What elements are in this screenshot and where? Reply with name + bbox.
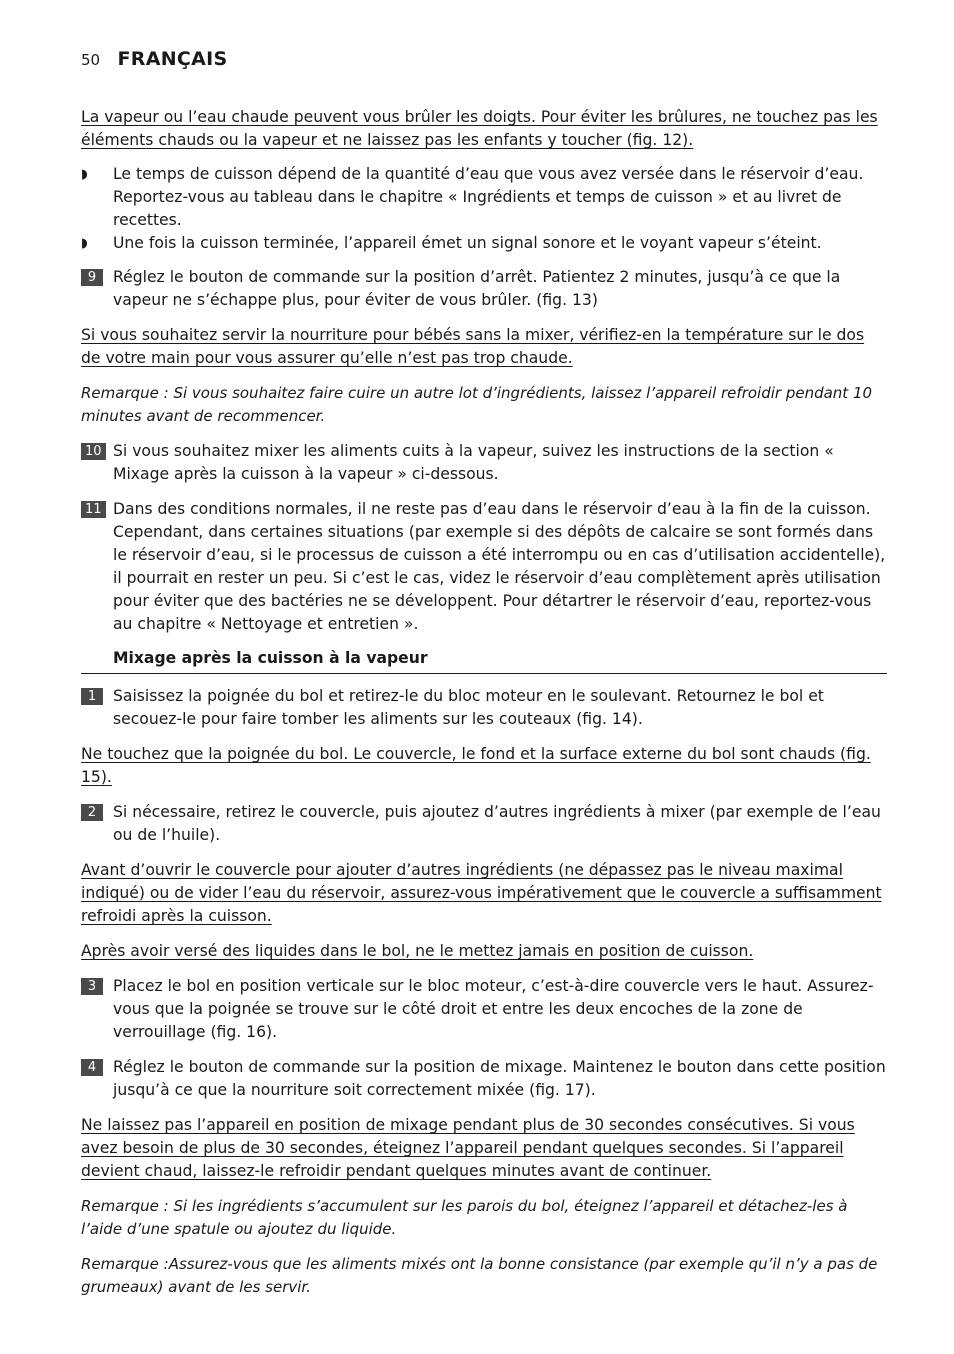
note-refroidir: Remarque : Si vous souhaitez faire cuire un autre lot d’ingrédients, laissez l’appareil refroidir pendant 10 minutes avant de recommencer. — [81, 384, 873, 425]
step-11: 11 Dans des conditions normales, il ne reste pas d’eau dans le réservoir d’eau à la fin de la cuisson. Cependant, dans certaines situations (par exemple si des dépôts de calcaire se sont formés dans le réservoir d’eau, si le processus de cuisson a été interrompu ou en cas d’utilisation accidentelle), il pourrait en rester un peu. Si c’est le cas, videz le réservoir d’eau complètement après utilisation pour éviter que des bactéries ne se développent. Pour détartrer le réservoir d’eau, reportez-vous au chapitre « Nettoyage et entretien ». — [81, 498, 887, 636]
step-3: 3 Placez le bol en position verticale sur le bloc moteur, c’est-à-dire couvercle vers le haut. Assurez-vous que la poignée se trouve sur le côté droit et entre les deux encoches de la zone de verrouillage (fig. 16). — [81, 975, 887, 1044]
step-1: 1 Saisissez la poignée du bol et retirez-le du bloc moteur en le soulevant. Retournez le bol et secouez-le pour faire tomber les aliments sur les couteaux (fig. 14). — [81, 685, 887, 731]
step-4: 4 Réglez le bouton de commande sur la position de mixage. Maintenez le bouton dans cette position jusqu’à ce que la nourriture soit correctement mixée (fig. 17). — [81, 1056, 887, 1102]
step-number-badge: 10 — [81, 443, 106, 460]
step-number-badge: 3 — [81, 978, 103, 995]
step-number-badge: 1 — [81, 688, 103, 705]
warning-temperature: Si vous souhaitez servir la nourriture pour bébés sans la mixer, vérifiez-en la température sur le dos de votre main pour vous assurer qu’elle n’est pas trop chaude. — [81, 326, 865, 367]
page-content — [81, 106, 887, 1299]
step-9: 9 Réglez le bouton de commande sur la position d’arrêt. Patientez 2 minutes, jusqu’à ce que la vapeur ne s’échappe plus, pour éviter de vous brûler. (fig. 13) — [81, 266, 887, 312]
step-number-badge: 11 — [81, 501, 106, 518]
bullet-icon: ◗ — [81, 167, 88, 182]
language-title: FRANÇAIS — [117, 48, 228, 70]
bullet-item-signal: ◗ Une fois la cuisson terminée, l’appareil émet un signal sonore et le voyant vapeur s’éteint. — [81, 232, 887, 255]
note-spatule: Remarque : Si les ingrédients s’accumulent sur les parois du bol, éteignez l’appareil et détachez-les à l’aide d’une spatule ou ajoutez du liquide. — [81, 1197, 848, 1238]
section-heading: Mixage après la cuisson à la vapeur — [81, 647, 887, 674]
bullet-item-cooking-time: ◗ Le temps de cuisson dépend de la quantité d’eau que vous avez versée dans le réservoir d’eau. Reportez-vous au tableau dans le chapitre « Ingrédients et temps de cuisson » et au livret de recettes. — [81, 165, 864, 229]
warning-liquids: Après avoir versé des liquides dans le bol, ne le mettez jamais en position de cuisson. — [81, 942, 754, 960]
step-10: 10 Si vous souhaitez mixer les aliments cuits à la vapeur, suivez les instructions de la section « Mixage après la cuisson à la vapeur » ci-dessous. — [81, 440, 887, 486]
step-number-badge: 9 — [81, 269, 103, 286]
page-header — [81, 48, 228, 70]
page-number: 50 — [81, 51, 101, 69]
warning-lid: Avant d’ouvrir le couvercle pour ajouter d’autres ingrédients (ne dépassez pas le niveau maximal indiqué) ou de vider l’eau du réservoir, assurez-vous impérativement que le couvercle a suffisamment refroidi après la cuisson. — [81, 861, 882, 925]
bullet-icon: ◗ — [81, 236, 88, 251]
warning-burn: La vapeur ou l’eau chaude peuvent vous brûler les doigts. Pour éviter les brûlures, ne touchez pas les éléments chauds ou la vapeur et ne laissez pas les enfants y toucher (fig. 12). — [81, 108, 878, 149]
warning-hot-bowl: Ne touchez que la poignée du bol. Le couvercle, le fond et la surface externe du bol sont chauds (fig. 15). — [81, 745, 871, 786]
step-2: 2 Si nécessaire, retirez le couvercle, puis ajoutez d’autres ingrédients à mixer (par exemple de l’eau ou de l’huile). — [81, 801, 887, 847]
step-number-badge: 2 — [81, 804, 103, 821]
step-number-badge: 4 — [81, 1059, 103, 1076]
warning-30-seconds: Ne laissez pas l’appareil en position de mixage pendant plus de 30 secondes consécutives. Si vous avez besoin de plus de 30 secondes, éteignez l’appareil pendant quelques secondes. Si l’appareil devient chaud, laissez-le refroidir pendant quelques minutes avant de continuer. — [81, 1116, 855, 1180]
note-consistance: Remarque :Assurez-vous que les aliments mixés ont la bonne consistance (par exemple qu’il n’y a pas de grumeaux) avant de les servir. — [81, 1255, 878, 1296]
